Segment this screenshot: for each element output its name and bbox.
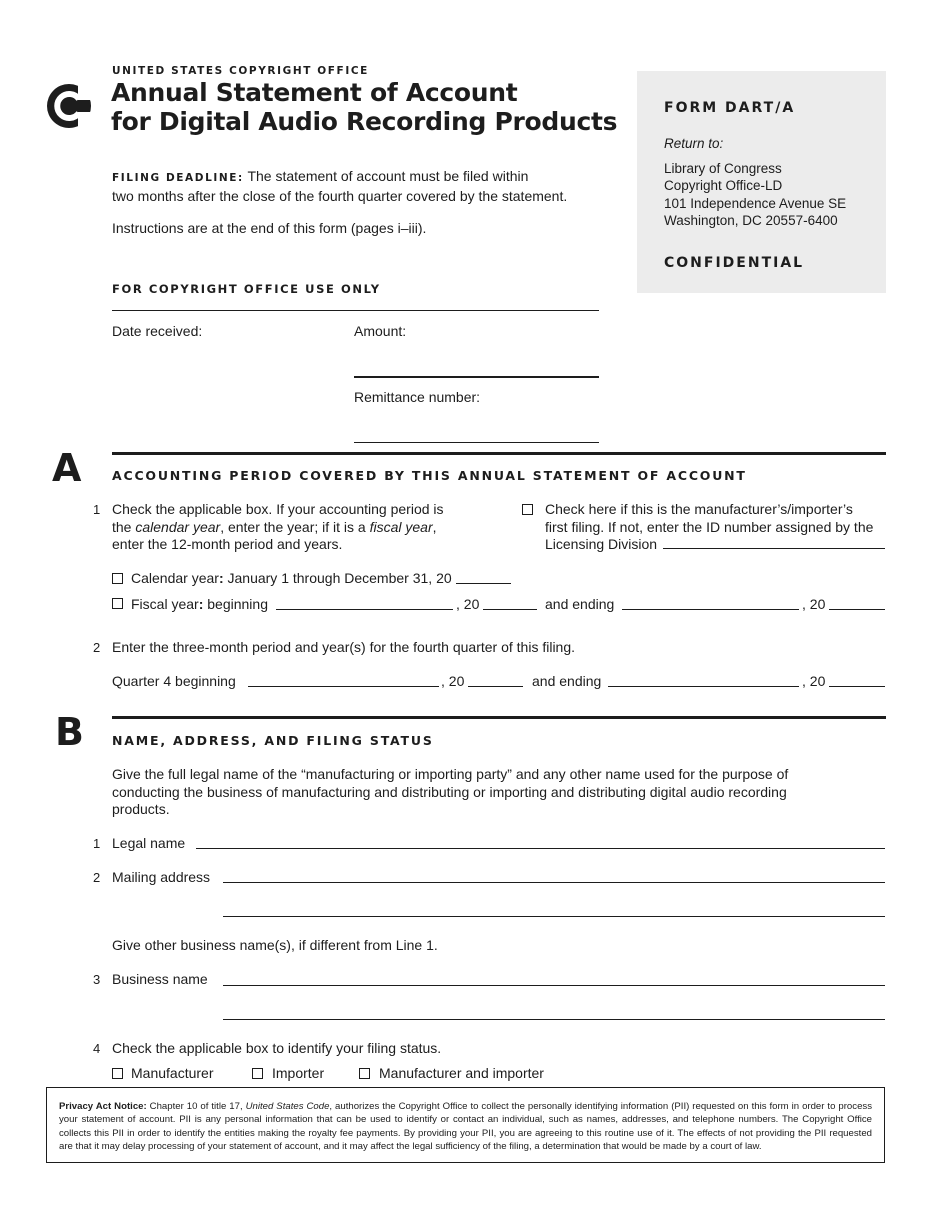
item2-instructions: Enter the three-month period and year(s) for the fourth quarter of this filing. [112, 639, 576, 655]
comma-20: , 20 [456, 596, 480, 612]
fiscal-end-field[interactable] [622, 609, 799, 610]
address-line: Copyright Office-LD [664, 178, 783, 194]
fiscal-begin-field[interactable] [276, 609, 453, 610]
return-address [664, 160, 846, 229]
filing-deadline [112, 168, 632, 205]
calendar-year-range: January 1 through December 31, 20 [227, 570, 452, 586]
item-number: 3 [93, 972, 101, 987]
deadline-text1: The statement of account must be filed within [247, 168, 529, 184]
deadline-label: FILING DEADLINE: [112, 172, 244, 184]
privacy-text: , authorizes the Copyright Office to collect the personally identifying information (PII) requested on this form in order to process your statement of account. PII is any personal information that can be used to identify or contact an individual, such as names, addresses, and telephone numbers. The Copyright Office collects this PII in order to identify the entities making the royalty fee payments. By providing your PII, you are agreeing to this routine use of it. The effects of not providing the PII requested are that it may delay processing of your statement of account, and it may affect the legal sufficiency of the filing, a determination that would be made by a court of law. [59, 1101, 872, 1153]
section-b-heading: NAME, ADDRESS, AND FILING STATUS [112, 733, 434, 748]
office-use-rule [112, 310, 599, 311]
item-number: 1 [93, 502, 101, 517]
legal-name-label: Legal name [112, 835, 186, 851]
address-line: 101 Independence Avenue SE [664, 195, 847, 211]
form-title-line1: Annual Statement of Account [111, 78, 518, 107]
form-title-line2: for Digital Audio Recording Products [111, 107, 618, 136]
manufacturer-and-importer-checkbox[interactable] [359, 1068, 370, 1079]
importer-label: Importer [272, 1065, 325, 1081]
fiscal-end-year-field[interactable] [829, 609, 885, 610]
first-filing-checkbox[interactable] [522, 504, 533, 515]
mailing-address-field-2[interactable] [223, 916, 885, 917]
section-b-intro [112, 766, 872, 819]
accounting-period-instructions [112, 501, 492, 554]
comma-20: , 20 [802, 596, 826, 612]
agency-name: UNITED STATES COPYRIGHT OFFICE [112, 65, 369, 77]
address-line: Washington, DC 20557-6400 [664, 212, 838, 228]
comma-20: , 20 [441, 673, 465, 689]
item-number: 1 [93, 836, 101, 851]
instructions-note: Instructions are at the end of this form (pages i–iii). [112, 220, 427, 236]
business-name-label: Business name [112, 971, 208, 987]
legal-name-field[interactable] [196, 848, 885, 849]
manufacturer-checkbox[interactable] [112, 1068, 123, 1079]
text-line: Check here if this is the manufacturer’s/importer’s [545, 501, 853, 517]
calendar-year-label: Calendar year [131, 570, 219, 586]
section-a-rule [112, 452, 886, 455]
text-line: conducting the business of manufacturing and distributing or importing and distributing digital audio recording [112, 783, 787, 800]
copyright-logo-icon [45, 82, 93, 130]
address-line: Library of Congress [664, 161, 782, 176]
calendar-year-checkbox[interactable] [112, 573, 123, 584]
item-number: 4 [93, 1041, 101, 1056]
amount-field[interactable] [354, 376, 599, 378]
form-title [111, 78, 617, 136]
q4-end-field[interactable] [608, 686, 799, 687]
item-number: 2 [93, 640, 101, 655]
amount-label: Amount: [354, 323, 407, 339]
calendar-year-field[interactable] [456, 583, 511, 584]
fiscal-year-checkbox[interactable] [112, 598, 123, 609]
text-line: first filing. If not, enter the ID number assigned by the [545, 518, 874, 535]
text-line: the calendar year, enter the year; if it is a fiscal year, [112, 518, 437, 535]
and-ending-label: and ending [532, 673, 602, 689]
first-filing-text [545, 501, 890, 554]
licensing-id-field[interactable] [663, 548, 885, 549]
other-names-note: Give other business name(s), if different from Line 1. [112, 937, 438, 953]
item-number: 2 [93, 870, 101, 885]
q4-begin-year-field[interactable] [468, 686, 523, 687]
mailing-address-label: Mailing address [112, 869, 211, 885]
mailing-address-field-1[interactable] [223, 882, 885, 883]
deadline-text2: two months after the close of the fourth quarter covered by the statement. [112, 187, 568, 204]
text-line: enter the 12-month period and years. [112, 536, 343, 552]
privacy-label: Privacy Act Notice: [59, 1101, 147, 1112]
privacy-text: Chapter 10 of title 17, [146, 1101, 246, 1112]
manufacturer-label: Manufacturer [131, 1065, 214, 1081]
remittance-field[interactable] [354, 442, 599, 443]
and-ending-label: and ending [545, 596, 615, 612]
business-name-field-2[interactable] [223, 1019, 885, 1020]
importer-checkbox[interactable] [252, 1068, 263, 1079]
return-label: Return to: [664, 136, 724, 151]
calendar-year-text: Calendar year: January 1 through December 31, 20 [131, 570, 452, 586]
text-line: Licensing Division [545, 536, 658, 552]
confidential-label: CONFIDENTIAL [664, 255, 805, 271]
text-line: products. [112, 801, 170, 817]
q4-end-year-field[interactable] [829, 686, 885, 687]
section-a-letter: A [52, 446, 82, 490]
section-a-heading: ACCOUNTING PERIOD COVERED BY THIS ANNUAL STATEMENT OF ACCOUNT [112, 468, 747, 483]
fiscal-begin-year-field[interactable] [483, 609, 537, 610]
q4-beginning-label: Quarter 4 beginning [112, 673, 236, 689]
text-line: Check the applicable box. If your accounting period is [112, 501, 444, 517]
filing-status-instructions: Check the applicable box to identify your filing status. [112, 1040, 442, 1056]
manufacturer-and-importer-label: Manufacturer and importer [379, 1065, 544, 1081]
section-b-rule [112, 716, 886, 719]
privacy-act-notice [46, 1087, 885, 1163]
remittance-label: Remittance number: [354, 389, 481, 405]
comma-20: , 20 [802, 673, 826, 689]
form-id: FORM DART/A [664, 100, 796, 116]
date-received-label: Date received: [112, 323, 203, 339]
fiscal-year-label: Fiscal year: beginning [131, 596, 268, 612]
business-name-field-1[interactable] [223, 985, 885, 986]
section-b-letter: B [55, 710, 84, 754]
q4-begin-field[interactable] [248, 686, 439, 687]
text-line: Give the full legal name of the “manufacturing or importing party” and any other name used for the purpose of [112, 766, 789, 782]
office-use-heading: FOR COPYRIGHT OFFICE USE ONLY [112, 282, 381, 296]
privacy-text: United States Code [245, 1101, 330, 1112]
